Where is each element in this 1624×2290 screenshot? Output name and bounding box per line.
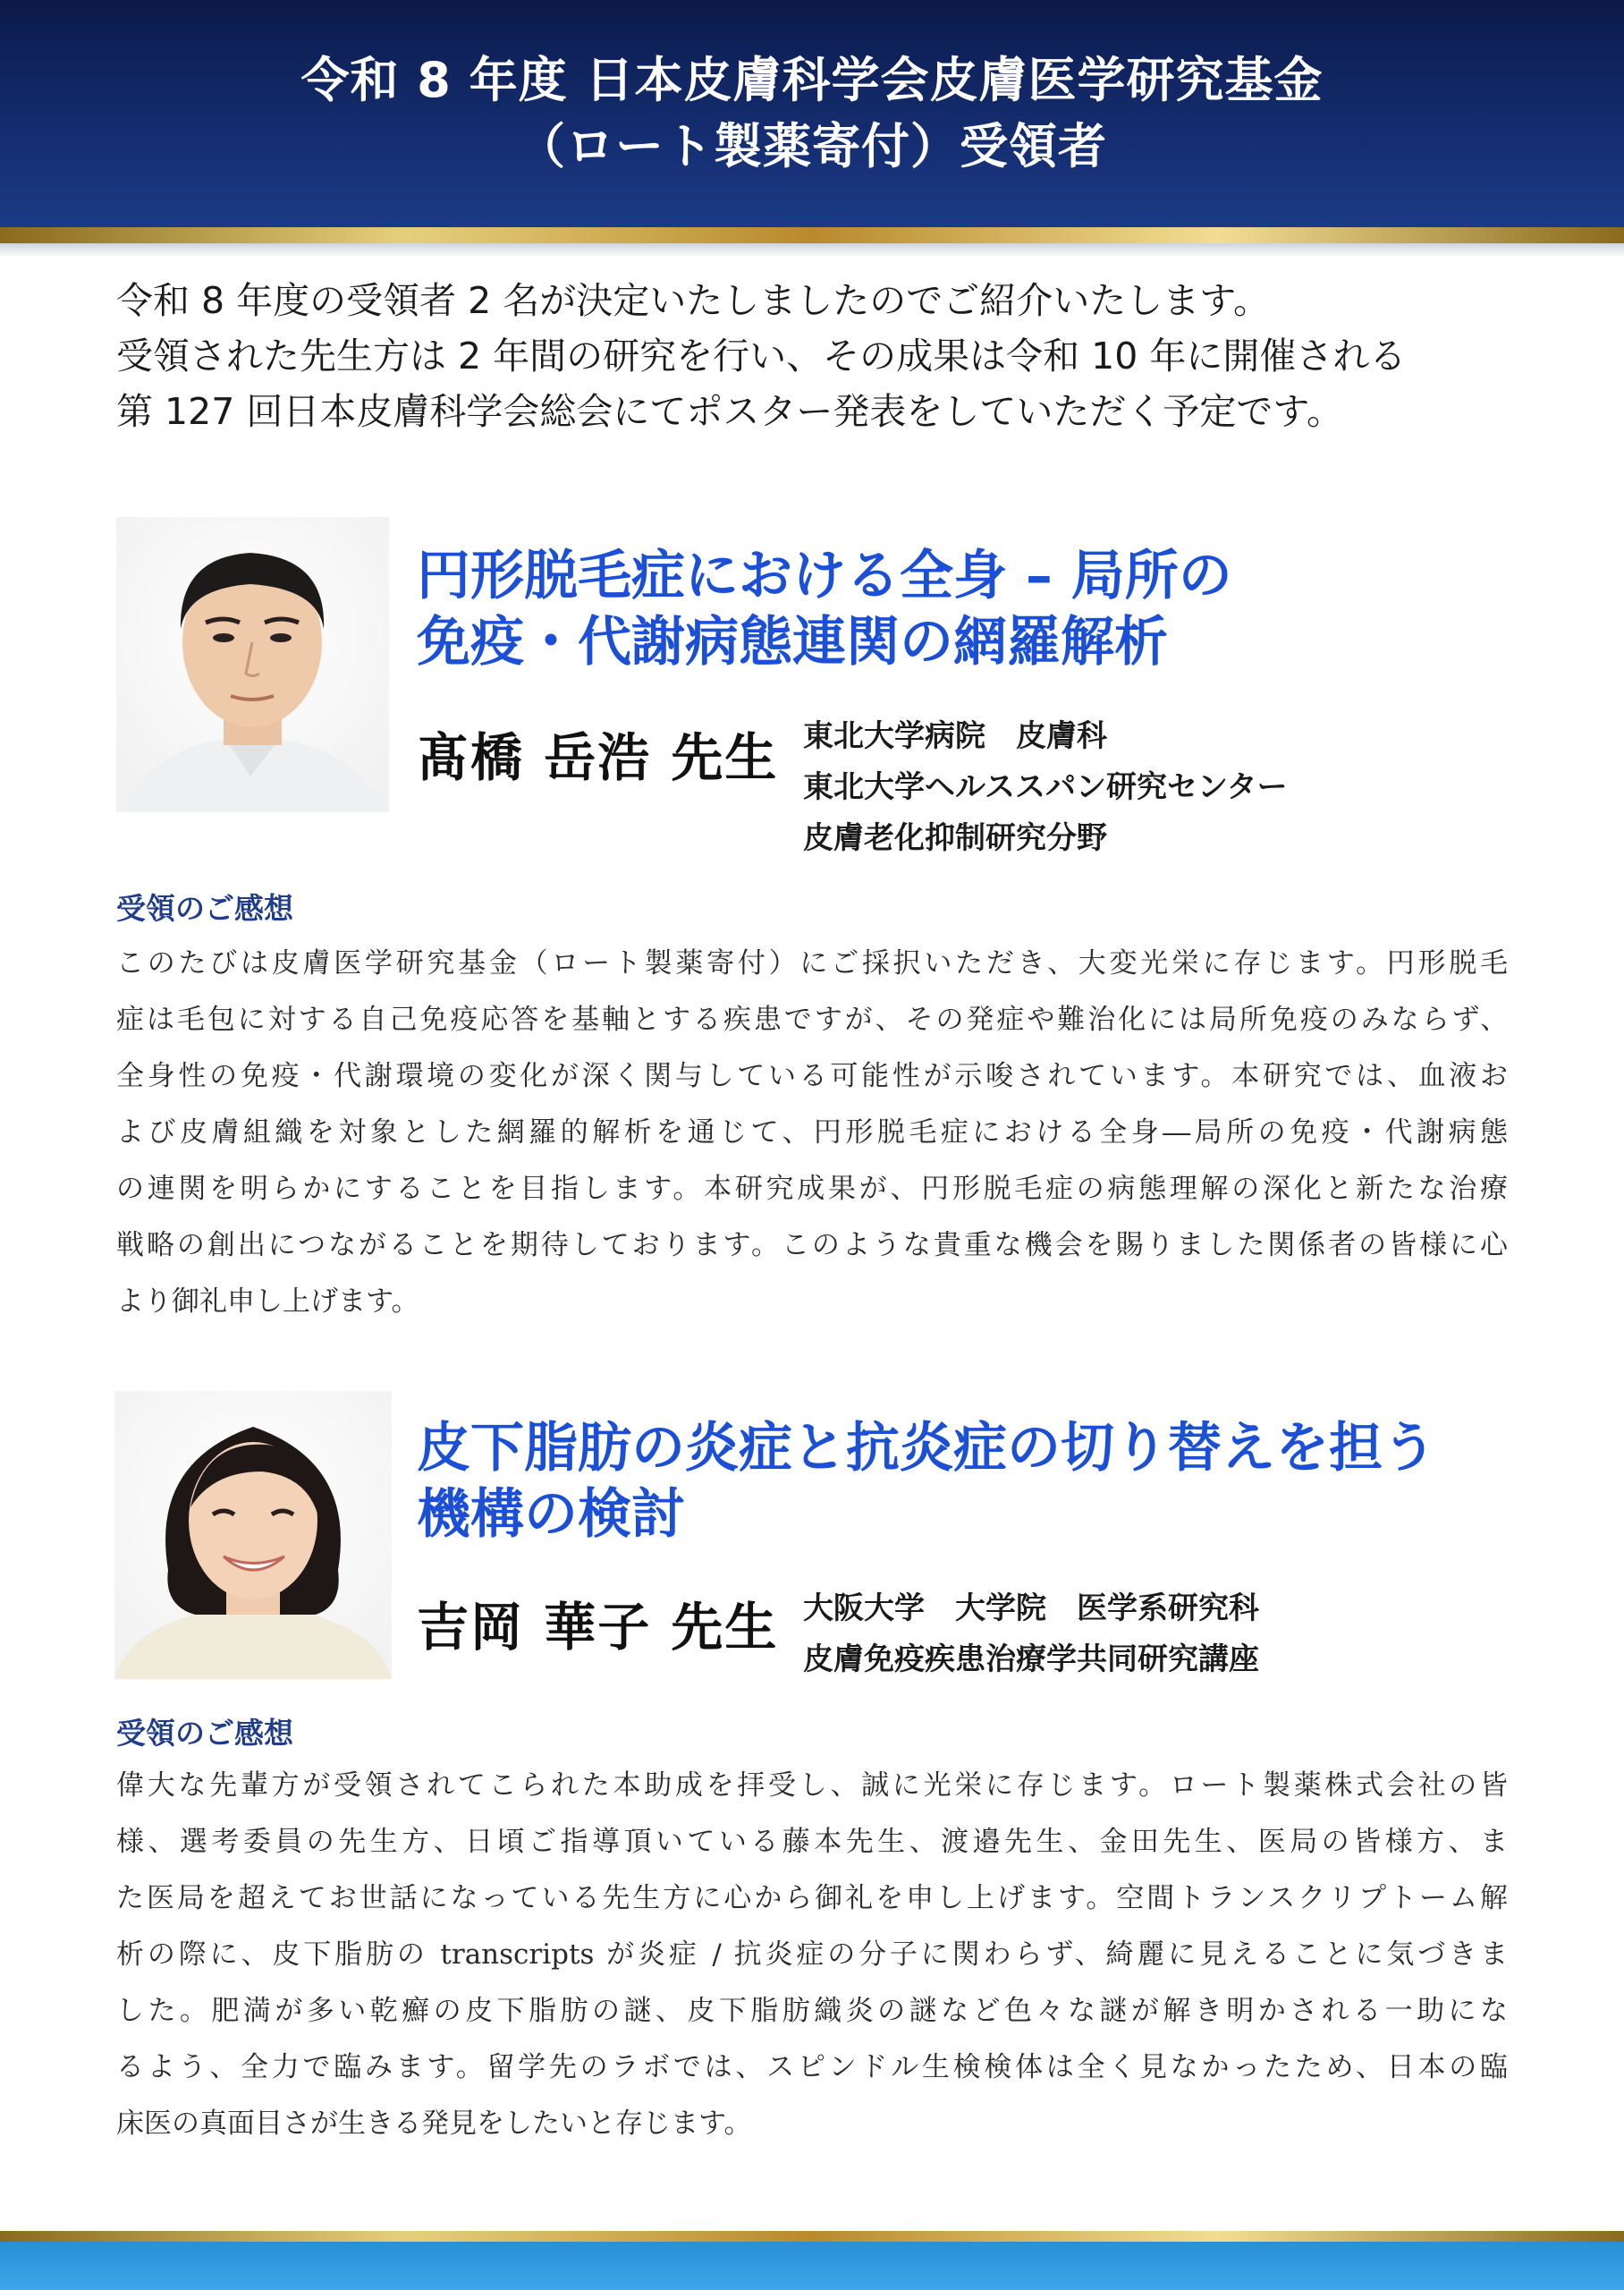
- footer-band: [0, 2242, 1624, 2290]
- affiliation-line: 東北大学病院 皮膚科: [803, 718, 1107, 754]
- recipient-2-name: 吉岡 華子 先生: [417, 1597, 779, 1658]
- recipient-1-photo: [116, 517, 389, 812]
- recipient-1-comment-label: 受領のご感想: [116, 891, 293, 926]
- portrait-woman-image: [114, 1391, 392, 1679]
- recipient-1-comment: [116, 936, 1508, 1330]
- comment-line: より御礼申し上げます。: [116, 1285, 419, 1318]
- title-line: 免疫・代謝病態連関の網羅解析: [417, 611, 1168, 674]
- portrait-man-image: [116, 517, 389, 812]
- recipient-1-name: 髙橋 岳浩 先生: [417, 727, 779, 788]
- comment-line: よび皮膚組織を対象とした網羅的解析を通じて、円形脱毛症における全身―局所の免疫・代謝病態: [116, 1116, 1508, 1149]
- intro-line: 受領された先生方は 2 年間の研究を行い、その成果は令和 10 年に開催される: [116, 335, 1407, 377]
- recipient-2-research-title: [417, 1415, 1436, 1548]
- recipient-1-affiliation: [803, 711, 1288, 864]
- intro-line: 令和 8 年度の受領者 2 名が決定いたしましたのでご紹介いたします。: [116, 279, 1271, 322]
- title-line: 皮下脂肪の炎症と抗炎症の切り替えを担う: [417, 1417, 1436, 1480]
- comment-line: た医局を超えてお世話になっている先生方に心から御礼を申し上げます。空間トランスクリプトーム解: [116, 1882, 1508, 1914]
- comment-line: した。肥満が多い乾癬の皮下脂肪の謎、皮下脂肪織炎の謎など色々な謎が解き明かされる一助にな: [116, 1995, 1508, 2027]
- comment-line: るよう、全力で臨みます。留学先のラボでは、スピンドル生検検体は全く見なかったため、日本の臨: [116, 2051, 1508, 2083]
- affiliation-line: 皮膚老化抑制研究分野: [803, 820, 1107, 856]
- header-title-line-1: 令和 8 年度 日本皮膚科学会皮膚医学研究基金: [300, 52, 1324, 108]
- comment-line: 症は毛包に対する自己免疫応答を基軸とする疾患ですが、その発症や難治化には局所免疫のみならず、: [116, 1004, 1508, 1036]
- comment-line: 全身性の免疫・代謝環境の変化が深く関与している可能性が示唆されています。本研究では、血液お: [116, 1060, 1508, 1092]
- comment-line: 偉大な先輩方が受領されてこられた本助成を拝受し、誠に光栄に存じます。ロート製薬株式会社の皆: [116, 1769, 1508, 1802]
- comment-line: 床医の真面目さが生きる発見をしたいと存じます。: [116, 2108, 752, 2140]
- comment-line: 様、選考委員の先生方、日頃ご指導頂いている藤本先生、渡邉先生、金田先生、医局の皆様方、ま: [116, 1826, 1508, 1858]
- intro-line: 第 127 回日本皮膚科学会総会にてポスター発表をしていただく予定です。: [116, 390, 1344, 433]
- recipient-2-comment: [116, 1758, 1508, 2152]
- affiliation-line: 大阪大学 大学院 医学系研究科: [803, 1590, 1259, 1626]
- affiliation-line: 東北大学ヘルススパン研究センター: [803, 769, 1288, 805]
- comment-line: 析の際に、皮下脂肪の transcripts が炎症 / 抗炎症の分子に関わらず、綺麗に見えることに気づきま: [116, 1938, 1508, 1971]
- recipient-2-comment-label: 受領のご感想: [116, 1716, 293, 1751]
- comment-line: の連関を明らかにすることを目指します。本研究成果が、円形脱毛症の病態理解の深化と新たな治療: [116, 1173, 1508, 1205]
- comment-line: このたびは皮膚医学研究基金（ロート製薬寄付）にご採択いただき、大変光栄に存じます。円形脱毛: [116, 947, 1508, 980]
- recipient-1-research-title: [417, 543, 1232, 675]
- title-line: 機構の検討: [417, 1483, 685, 1546]
- comment-line: 戦略の創出につながることを期待しております。このような貴重な機会を賜りました関係者の皆様に心: [116, 1229, 1508, 1261]
- header-shadow: [0, 243, 1624, 258]
- header-title-line-2: （ロート製薬寄付）受領者: [517, 118, 1107, 174]
- recipient-2-photo: [114, 1391, 392, 1679]
- title-line: 円形脱毛症における全身 – 局所の: [417, 545, 1232, 607]
- footer-gold-band: [0, 2231, 1624, 2242]
- header-banner: [0, 0, 1624, 227]
- header-gold-band: [0, 227, 1624, 243]
- intro-text: [116, 273, 1511, 439]
- recipient-2-affiliation: [803, 1583, 1259, 1685]
- affiliation-line: 皮膚免疫疾患治療学共同研究講座: [803, 1641, 1259, 1677]
